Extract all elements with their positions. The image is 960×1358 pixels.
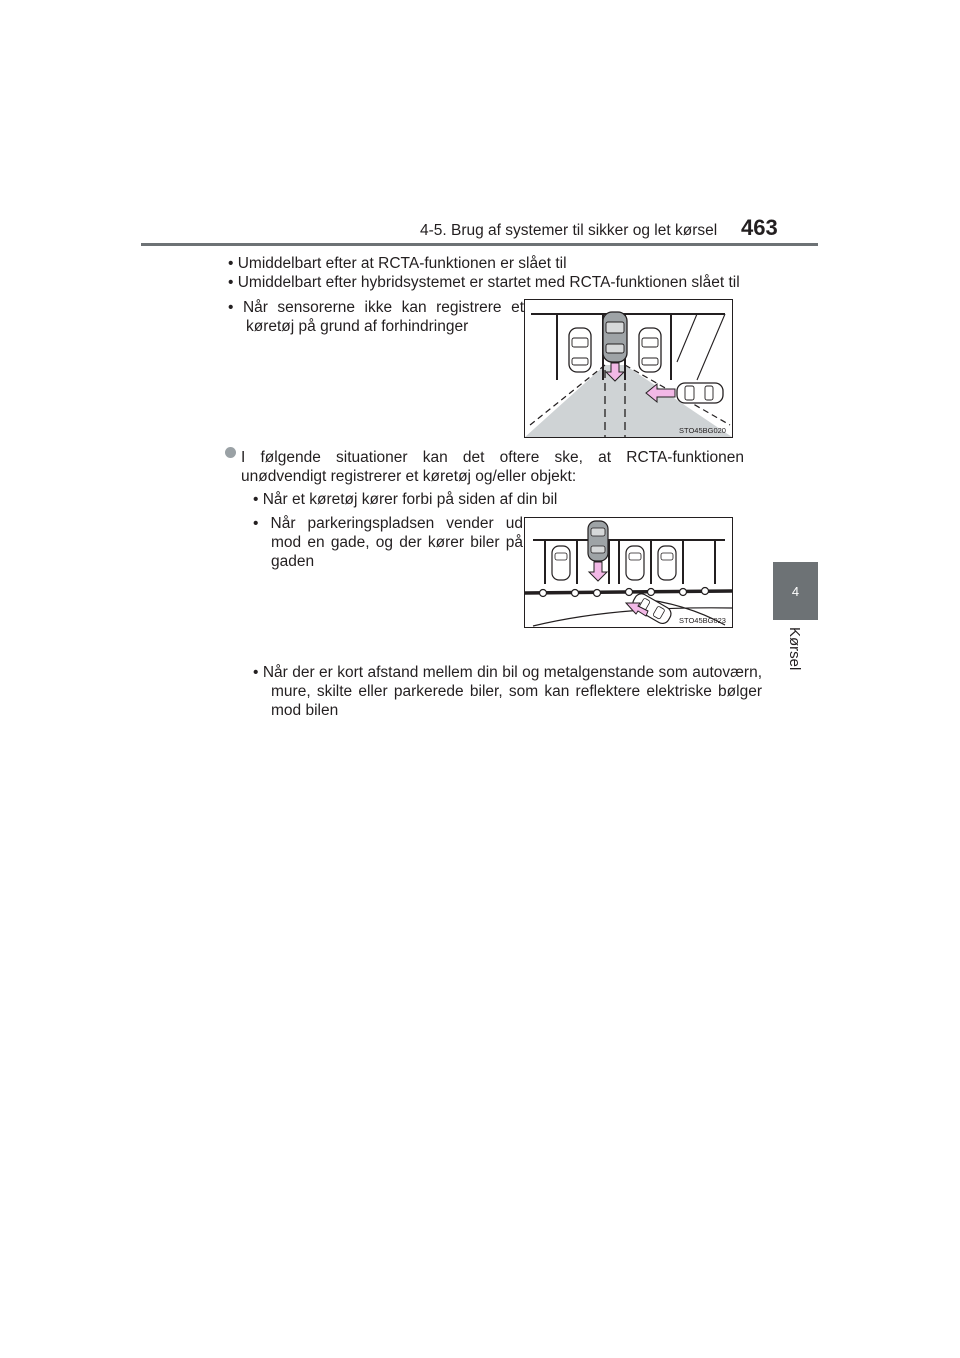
parked-car [626, 546, 644, 580]
bullet-after-hybrid-start: • Umiddelbart efter hybridsystemet er startet med RCTA-funktionen slået til [228, 274, 740, 291]
own-car [588, 521, 608, 561]
page-number: 463 [741, 215, 778, 240]
own-car [603, 312, 627, 362]
chapter-number: 4 [791, 583, 800, 599]
parked-car-right [639, 328, 661, 372]
bullet-obstacles: • Når sensorerne ikke kan registrere et køretøj på grund af forhindringer [228, 299, 524, 335]
parked-car [658, 546, 676, 580]
section-title: 4-5. Brug af systemer til sikker og let kørsel [420, 222, 718, 239]
parked-car-left [569, 328, 591, 372]
figure-street-svg [525, 518, 732, 627]
reverse-arrow-icon [589, 562, 607, 581]
chapter-label: Kørsel [786, 627, 803, 671]
figure-code: STO45BG020 [679, 426, 726, 435]
chapter-tab [773, 562, 818, 620]
figure-obstacle-svg [525, 300, 732, 437]
bullet-marker-icon [225, 447, 236, 458]
obstacle-lines [677, 314, 725, 380]
bullet-metal-objects: • Når der er kort afstand mellem din bil og metalgenstande som autoværn, mure, skilte eller parkerede biler, som kan reflektere elektriske bølger mod bilen [253, 664, 762, 719]
main-point-text: I følgende situationer kan det oftere ske, at RCTA-funktionen unødvendigt registrerer et køretøj og/eller objekt: [241, 449, 744, 485]
bullet-after-rcta-on: • Umiddelbart efter at RCTA-funktionen er slået til [228, 255, 567, 272]
figure-code: STO45BG023 [679, 616, 726, 625]
approaching-car [677, 383, 723, 403]
figure-street-parking [524, 517, 733, 628]
bullet-parking-facing-street: • Når parkeringspladsen vender ud mod en gade, og der kører biler på gaden [253, 515, 523, 570]
header-divider [141, 243, 818, 246]
figure-obstacle-parking [524, 299, 733, 438]
bullet-passing-side: • Når et køretøj kører forbi på siden af din bil [253, 491, 558, 508]
parked-car [552, 546, 570, 580]
